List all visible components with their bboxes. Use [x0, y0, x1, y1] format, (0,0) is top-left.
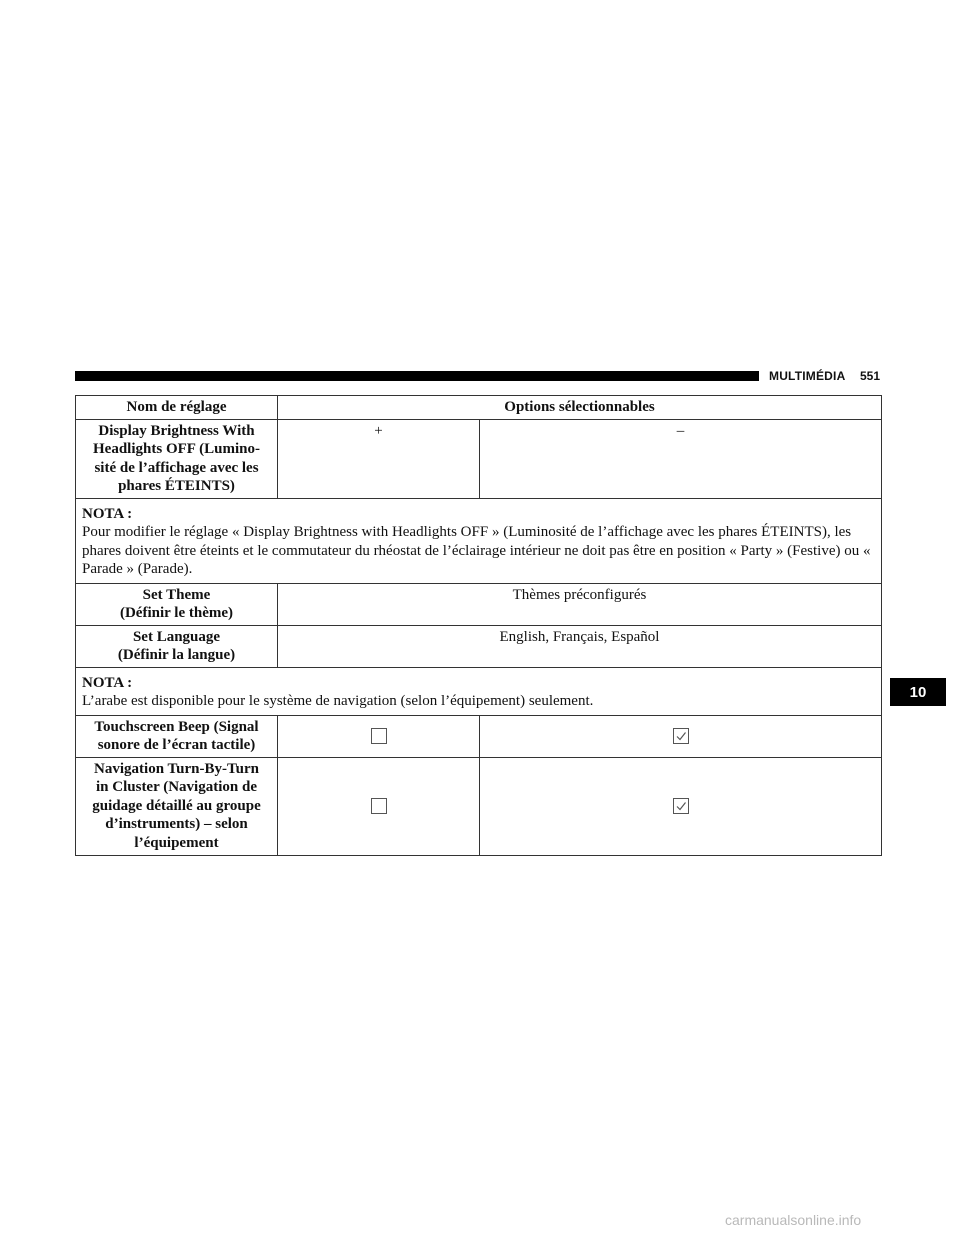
option-plus: + [278, 419, 480, 498]
checkbox-empty-icon [371, 798, 387, 814]
checkbox-checked-icon [673, 798, 689, 814]
checkbox-empty-icon [371, 728, 387, 744]
note-language [76, 667, 882, 715]
setting-name-language [76, 625, 278, 667]
name-line: Navigation Turn-By-Turn [94, 760, 259, 777]
table-row [76, 757, 882, 855]
table-row [76, 583, 882, 625]
name-line: Touchscreen Beep (Signal [94, 718, 259, 735]
name-line: sonore de l’écran tactile) [97, 737, 256, 753]
page-number: 551 [860, 369, 881, 383]
table-row [76, 419, 882, 498]
note-text: Pour modifier le réglage « Display Brightness with Headlights OFF » (Luminosité de l’affichage avec les phares ÉTEINTS), les phares doivent être éteints et le commutateur du rhéostat de l’éclairage intérieur ne doit pas être en position « Party » (Festive) ou « Parade » (Parade). [82, 524, 871, 577]
note-text: L’arabe est disponible pour le système de navigation (selon l’équipement) seulement. [82, 693, 594, 709]
name-line: sité de l’affichage avec les [94, 459, 259, 476]
option-on [480, 757, 882, 855]
note-label: NOTA : [82, 505, 133, 522]
col-header-options: Options sélectionnables [278, 396, 882, 420]
name-line: phares ÉTEINTS) [118, 478, 235, 494]
name-line: d’instruments) – selon [105, 816, 248, 832]
option-off [278, 757, 480, 855]
table-header-row [76, 396, 882, 420]
options-language: English, Français, Español [278, 625, 882, 667]
name-line: l’équipement [134, 834, 219, 851]
table-row [76, 498, 882, 583]
name-line: Set Theme [142, 586, 211, 603]
option-on [480, 715, 882, 757]
setting-name-theme [76, 583, 278, 625]
settings-table [75, 395, 882, 856]
name-line: Headlights OFF (Lumino- [93, 441, 260, 457]
table-row [76, 715, 882, 757]
setting-name-display-brightness [76, 419, 278, 498]
header-rule [75, 371, 759, 381]
note-label: NOTA : [82, 674, 133, 691]
watermark: carmanualsonline.info [725, 1212, 862, 1228]
options-theme: Thèmes préconfigurés [278, 583, 882, 625]
name-line: guidage détaillé au groupe [92, 797, 261, 814]
setting-name-touchscreen-beep [76, 715, 278, 757]
section-title: MULTIMÉDIA [769, 369, 846, 383]
name-line: (Définir la langue) [117, 647, 236, 663]
col-header-setting-name: Nom de réglage [76, 396, 278, 420]
checkbox-checked-icon [673, 728, 689, 744]
note-brightness [76, 498, 882, 583]
chapter-tab: 10 [890, 678, 946, 706]
setting-name-navigation-turn-by-turn [76, 757, 278, 855]
name-line: in Cluster (Navigation de [96, 779, 257, 795]
name-line: (Définir le thème) [119, 605, 233, 621]
option-minus: – [480, 419, 882, 498]
name-line: Set Language [132, 628, 221, 645]
table-row [76, 667, 882, 715]
name-line: Display Brightness With [98, 422, 255, 439]
table-row [76, 625, 882, 667]
option-off [278, 715, 480, 757]
